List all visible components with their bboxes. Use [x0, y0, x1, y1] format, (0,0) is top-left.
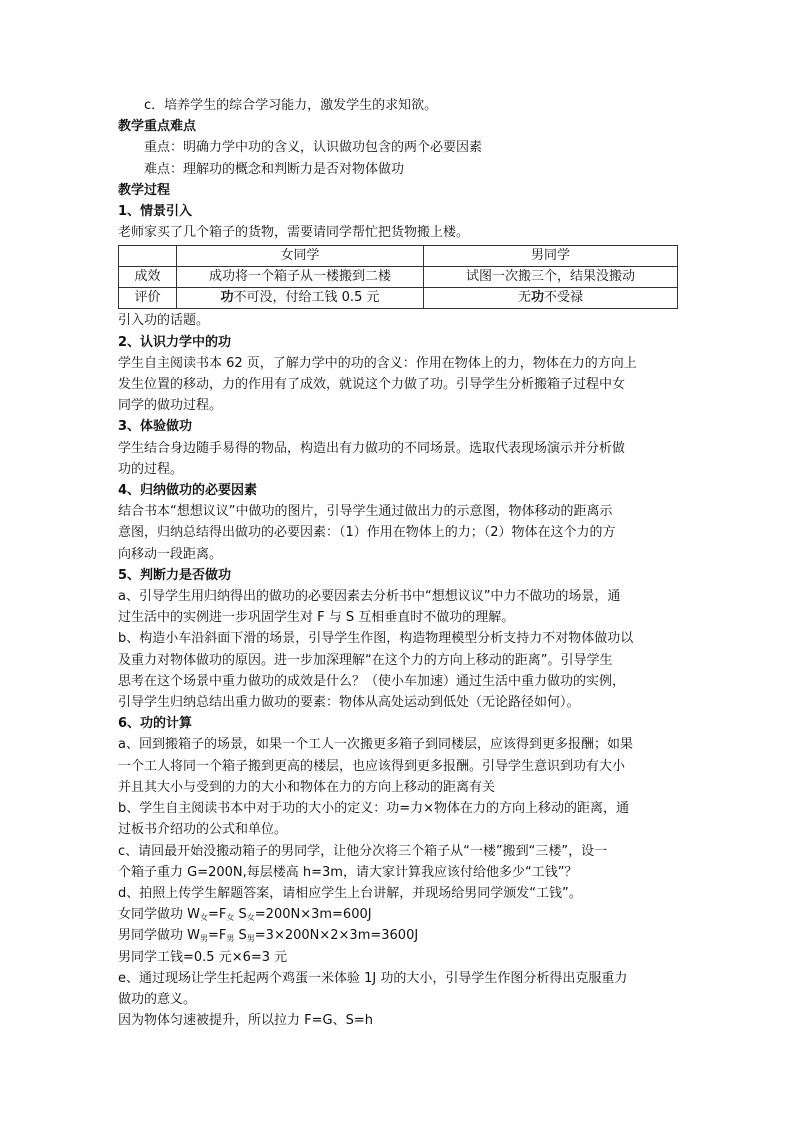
- section-3-title: 3、体验做功: [118, 419, 193, 435]
- paragraph-line: 向移动一段距离。: [118, 546, 223, 562]
- cell-text: 不受禄: [544, 290, 584, 306]
- table-header-row: [119, 246, 678, 267]
- paragraph-line: e、通过现场让学生托起两个鸡蛋一米体验 1J 功的大小，引导学生作图分析得出克服重力: [118, 970, 628, 986]
- table-cell-boy: [424, 288, 678, 309]
- heading-key-difficult: 教学重点难点: [118, 119, 197, 135]
- paragraph-line: 发生位置的移动，力的作用有了成效，就说这个力做了功。引导学生分析搬箱子过程中女: [118, 377, 626, 393]
- section-4-title: 4、归纳做功的必要因素: [118, 483, 258, 499]
- formula-text: =F: [208, 907, 227, 923]
- table-row: [119, 288, 678, 309]
- comparison-table: [118, 245, 678, 309]
- paragraph-line: 及重力对物体做功的原因。进一步加深理解“在这个力的方向上移动的距离”。引导学生: [118, 652, 613, 668]
- formula-text: =200N×3m=600J: [254, 907, 372, 923]
- table-header-girl: 女同学: [177, 246, 424, 267]
- paragraph-line: 意图，归纳总结得出做功的必要因素：（1）作用在物体上的力；（2）物体在这个力的方: [118, 525, 616, 541]
- paragraph-line: 因为物体匀速被提升，所以拉力 F=G、S=h: [118, 1013, 373, 1029]
- table-row: [119, 267, 678, 288]
- paragraph-line: 同学的做功过程。: [118, 398, 223, 414]
- formula-text: S: [238, 928, 247, 944]
- paragraph-line: a、回到搬箱子的场景，如果一个工人一次搬更多箱子到同楼层，应该得到更多报酬；如果: [118, 737, 633, 753]
- paragraph-line: c、请回最开始没搬动箱子的男同学，让他分次将三个箱子从“一楼”搬到“三楼”，设一: [118, 843, 608, 859]
- subscript: 男: [200, 934, 208, 944]
- paragraph-line: 学生自主阅读书本 62 页，了解力学中的功的含义：作用在物体上的力，物体在力的方向上: [118, 355, 637, 371]
- paragraph-line: 过生活中的实例进一步巩固学生对 F 与 S 互相垂直时不做功的理解。: [118, 610, 515, 626]
- section-1-text: 老师家买了几个箱子的货物，需要请同学帮忙把货物搬上楼。: [118, 225, 470, 241]
- table-cell-boy: 试图一次搬三个，结果没搬动: [424, 267, 678, 288]
- after-table-text: 引入功的话题。: [118, 313, 210, 329]
- formula-text: S: [238, 907, 247, 923]
- subscript: 女: [246, 913, 255, 923]
- paragraph-line: 结合书本“想想议议”中做功的图片，引导学生通过做出力的示意图，物体移动的距离示: [118, 504, 613, 520]
- table-header-empty: [119, 246, 177, 267]
- paragraph-line: 思考在这个场景中重力做功的成效是什么？（使小车加速）通过生活中重力做功的实例，: [118, 673, 626, 689]
- formula-boy-pay: 男同学工钱=0.5 元×6=3 元: [118, 949, 288, 965]
- difficult-point: 难点：理解功的概念和判断力是否对物体做功: [144, 161, 405, 177]
- paragraph-line: b、构造小车沿斜面下滑的场景，引导学生作图，构造物理模型分析支持力不对物体做功以: [118, 631, 634, 647]
- paragraph-line: 过板书介绍功的公式和单位。: [118, 822, 288, 838]
- paragraph-line: a、引导学生用归纳得出的做功的必要因素去分析书中“想想议议”中力不做功的场景，通: [118, 589, 621, 605]
- formula-text: 女同学做功 W: [118, 907, 200, 923]
- subscript: 男: [226, 934, 235, 944]
- paragraph-line: 学生结合身边随手易得的物品，构造出有力做功的不同场景。选取代表现场演示并分析做: [118, 440, 626, 456]
- paragraph-line: b、学生自主阅读书本中对于功的大小的定义：功=力×物体在力的方向上移动的距离，通: [118, 801, 630, 817]
- section-5-title: 5、判断力是否做功: [118, 567, 232, 583]
- goal-c: c．培养学生的综合学习能力，激发学生的求知欲。: [144, 98, 438, 113]
- paragraph-line: 功的过程。: [118, 461, 184, 477]
- table-header-boy: 男同学: [424, 246, 678, 267]
- table-cell-label: 成效: [119, 267, 177, 288]
- section-6-title: 6、功的计算: [118, 716, 193, 732]
- cell-text: 无: [517, 290, 531, 306]
- heading-teaching-process: 教学过程: [118, 182, 171, 198]
- formula-text: =F: [208, 928, 227, 944]
- cell-text: 不可没，付给工钱 0.5 元: [233, 290, 380, 306]
- paragraph-line: 并且其大小与受到的力的大小和物体在力的方向上移动的距离有关: [118, 779, 496, 795]
- paragraph-line: d、拍照上传学生解题答案，请相应学生上台讲解，并现场给男同学颁发“工钱”。: [118, 885, 582, 901]
- table-cell-label: 评价: [119, 288, 177, 309]
- paragraph-line: 做功的意义。: [118, 991, 197, 1007]
- paragraph-line: 引导学生归纳总结出重力做功的要素：物体从高处运动到低处（无论路径如何）。: [118, 695, 580, 711]
- subscript: 男: [246, 934, 255, 944]
- formula-text: =3×200N×2×3m=3600J: [254, 928, 419, 944]
- subscript: 女: [200, 913, 208, 923]
- section-1-title: 1、情景引入: [118, 204, 193, 220]
- table-cell-girl: [177, 288, 424, 309]
- paragraph-line: 一个工人将同一个箱子搬到更高的楼层，也应该得到更多报酬。引导学生意识到功有大小: [118, 758, 626, 774]
- section-2-title: 2、认识力学中的功: [118, 334, 232, 350]
- formula-girl-work: [118, 904, 678, 925]
- subscript: 女: [226, 913, 235, 923]
- formula-boy-work: [118, 925, 678, 946]
- paragraph-line: 个箱子重力 G=200N,每层楼高 h=3m，请大家计算我应该付给他多少“工钱”？: [118, 864, 578, 880]
- table-cell-girl: 成功将一个箱子从一楼搬到二楼: [177, 267, 424, 288]
- formula-text: 男同学做功 W: [118, 928, 200, 944]
- bold-word: 功: [220, 290, 234, 306]
- document-page: [118, 95, 678, 1031]
- key-point: 重点：明确力学中功的含义，认识做功包含的两个必要因素: [144, 140, 483, 156]
- bold-word: 功: [530, 290, 544, 306]
